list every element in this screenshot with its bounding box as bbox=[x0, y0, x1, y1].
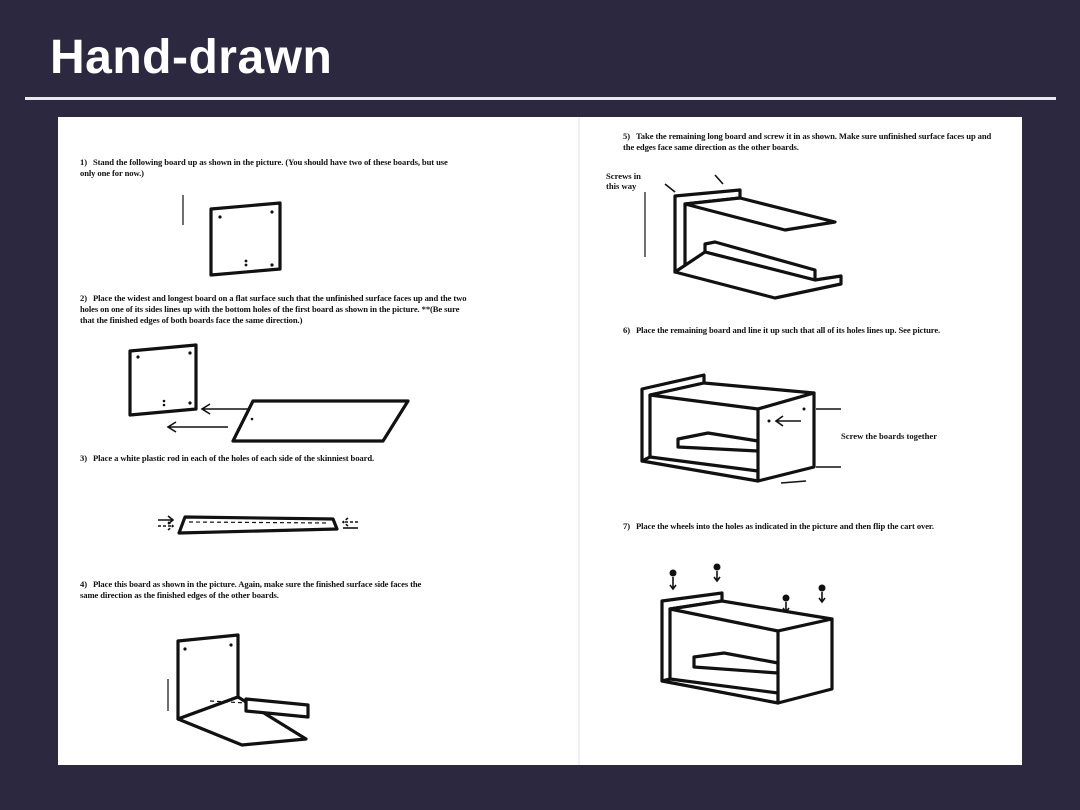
step-5 bbox=[623, 131, 1003, 153]
step-text: Place this board as shown in the picture. Again, make sure the finished surface side faces the same direction as the finished edges of the other boards. bbox=[80, 579, 422, 600]
figure-step-1 bbox=[178, 195, 298, 285]
step-6 bbox=[623, 325, 1003, 336]
step-number: 1) bbox=[80, 157, 87, 167]
step-text: Take the remaining long board and screw it in as shown. Make sure unfinished surface faces up and the edges face same direction as the other boards. bbox=[623, 131, 992, 152]
step-number: 2) bbox=[80, 293, 87, 303]
step-text: Place the remaining board and line it up such that all of its holes lines up. See picture. bbox=[635, 325, 941, 335]
step-text: Stand the following board up as shown in the picture. (You should have two of these boards, but use only one for now.) bbox=[80, 157, 448, 178]
figure-step-3 bbox=[153, 509, 373, 549]
slide-title: Hand-drawn bbox=[50, 31, 333, 84]
step-number: 4) bbox=[80, 579, 87, 589]
figure-step-4 bbox=[158, 629, 338, 754]
wheel-icon bbox=[670, 570, 677, 590]
step-text: Place the wheels into the holes as indicated in the picture and then flip the cart over. bbox=[635, 521, 934, 531]
step-number: 7) bbox=[623, 521, 630, 531]
screw-boards-note: Screw the boards together bbox=[841, 431, 938, 441]
screws-in-note: Screws in this way bbox=[606, 171, 641, 191]
figure-step-6 bbox=[636, 369, 846, 494]
wheel-icon bbox=[783, 595, 790, 613]
instruction-sheet bbox=[58, 117, 1022, 765]
figure-step-5 bbox=[643, 172, 858, 307]
step-7 bbox=[623, 521, 1003, 532]
step-number: 5) bbox=[623, 131, 630, 141]
wheel-icon bbox=[714, 564, 721, 582]
title-underline bbox=[25, 97, 1056, 100]
figure-step-7 bbox=[656, 561, 856, 711]
wheel-icon bbox=[819, 585, 826, 603]
step-text: Place the widest and longest board on a flat surface such that the unfinished surface faces up and the two holes on one of its sides lines up with the bottom holes of the first board as shown in the picture. **(Be sure that the finished edges of both boards face the same direction.) bbox=[80, 293, 467, 325]
figure-step-2 bbox=[118, 339, 418, 449]
step-number: 6) bbox=[623, 325, 630, 335]
step-4 bbox=[80, 579, 440, 601]
step-3 bbox=[80, 453, 470, 464]
step-number: 3) bbox=[80, 453, 87, 463]
step-1 bbox=[80, 157, 450, 179]
step-text: Place a white plastic rod in each of the holes of each side of the skinniest board. bbox=[92, 453, 375, 463]
step-2 bbox=[80, 293, 470, 326]
column-divider bbox=[578, 117, 580, 765]
